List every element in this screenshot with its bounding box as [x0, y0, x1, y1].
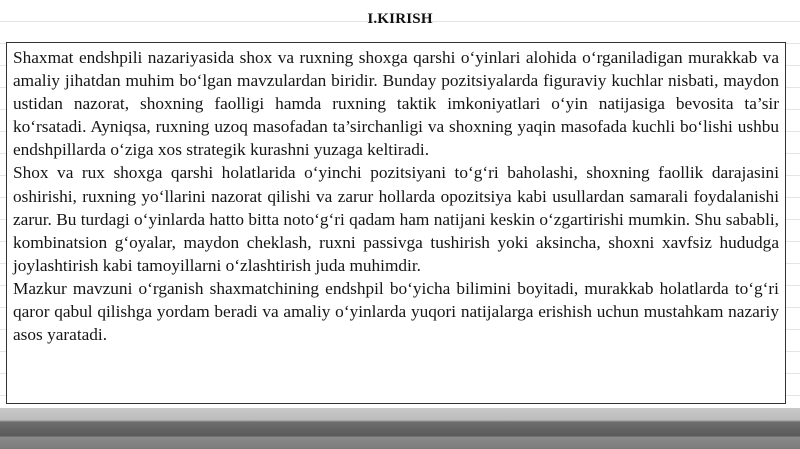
- paragraph-2: Shox va rux shoxga qarshi holatlarida o‘yinchi pozitsiyani to‘g‘ri baholashi, shoxning faollik darajasini oshirishi, ruxning yo‘llarini nazorat qilishi va zarur hollarda opozitsiya kabi usullardan samarali foydalanishi zarur. Bu turdagi o‘yinlarda hatto bitta noto‘g‘ri qadam ham natijani keskin o‘zgartirishi mumkin. Shu sababli, kombinatsion g‘oyalar, maydon cheklash, ruxni passivga tushirish yoki aksincha, shoxni xavfsiz hududga joylashtirish kabi tamoyillarni o‘zlashtirish juda muhimdir.: [13, 163, 779, 275]
- page-title: I.KIRISH: [367, 11, 433, 27]
- paragraph-1: Shaxmat endshpili nazariyasida shox va ruxning shoxga qarshi o‘yinlari alohida o‘rganiladigan murakkab va amaliy jihatdan muhim bo‘lgan mavzulardan biridir. Bunday pozitsiyalarda figuraviy kuchlar nisbati, maydon ustidan nazorat, shoxning faolligi hamda ruxning taktik imkoniyatlari o‘yin natijasiga bevosita ta’sir ko‘rsatadi. Ayniqsa, ruxning uzoq masofadan ta’sirchanligi va shoxning yaqin masofada kuchli bo‘lishi ushbu endshpillarda o‘ziga xos strategik kurashni yuzaga keltiradi.: [13, 48, 779, 160]
- text-box: [6, 42, 786, 404]
- bottom-band: [0, 408, 800, 449]
- paragraph-3: Mazkur mavzuni o‘rganish shaxmatchining endshpil bo‘yicha bilimini boyitadi, murakkab holatlarda to‘g‘ri qaror qabul qilishga yordam beradi va amaliy o‘yinlarda yuqori natijalarga erishish uchun mustahkam nazariy asos yaratadi.: [13, 278, 779, 345]
